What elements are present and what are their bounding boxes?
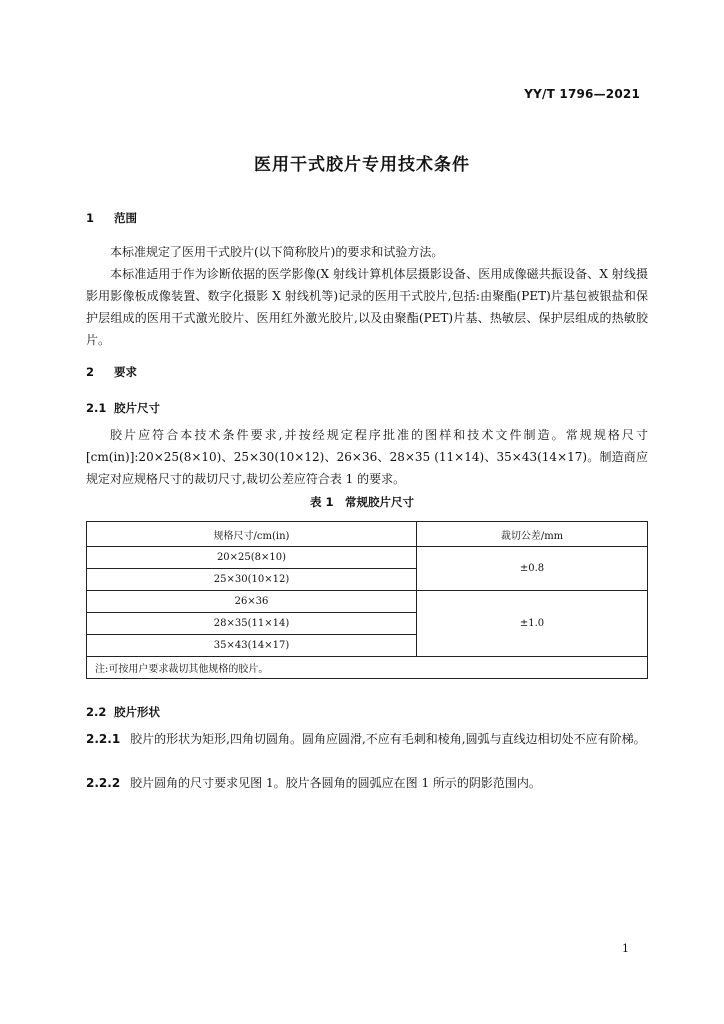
clause-2-2-1 — [86, 728, 648, 750]
table-cell: 20×25(8×10) — [87, 547, 417, 569]
paragraph: 本标准规定了医用干式胶片(以下简称胶片)的要求和试验方法。 — [110, 245, 444, 259]
paragraph: 本标准适用于作为诊断依据的医学影像(X 射线计算机体层摄影设备、医用成像磁共振设备、X 射线摄影用影像板成像装置、数字化摄影 X 射线机等)记录的医用干式胶片,包括:由聚酯(PET)片基包被银盐和保护层组成的医用干式激光胶片、医用红外激光胶片,以及由聚酯(PET)片基、热敏层、保护层组成的热敏胶片。 — [86, 267, 648, 347]
section-2-heading — [86, 364, 137, 380]
tolerance-cell: ±0.8 — [417, 547, 648, 591]
table-cell: 25×30(10×12) — [87, 569, 417, 591]
page-number: 1 — [622, 942, 629, 955]
section-title: 范围 — [114, 211, 137, 225]
clause-text: 胶片圆角的尺寸要求见图 1。胶片各圆角的圆弧应在图 1 所示的阴影范围内。 — [130, 776, 541, 790]
section-title: 胶片形状 — [114, 705, 160, 719]
tolerance-cell: ±1.0 — [417, 591, 648, 657]
column-header: 规格尺寸/cm(in) — [87, 522, 417, 547]
clause-text: 胶片的形状为矩形,四角切圆角。圆角应圆滑,不应有毛刺和棱角,圆弧与直线边相切处不应有阶梯。 — [130, 732, 646, 746]
clause-number: 2.2.2 — [86, 776, 121, 790]
clause-number: 2.2.1 — [86, 732, 121, 746]
section-number: 2 — [86, 365, 95, 379]
clause-2-2-2 — [86, 772, 648, 794]
table-header-row — [87, 522, 648, 547]
section-2-1-heading — [86, 400, 160, 416]
table-row — [87, 591, 648, 613]
document-title: 医用干式胶片专用技术条件 — [254, 155, 470, 175]
table-row — [87, 547, 648, 569]
section-number: 2.1 — [86, 401, 107, 415]
table-cell: 28×35(11×14) — [87, 613, 417, 635]
section-2-2-heading — [86, 704, 160, 720]
section-1-heading — [86, 210, 137, 226]
section-number: 2.2 — [86, 705, 107, 719]
table-cell: 35×43(14×17) — [87, 635, 417, 657]
section-title: 胶片尺寸 — [114, 401, 160, 415]
section-number: 1 — [86, 211, 95, 225]
section-title: 要求 — [114, 365, 137, 379]
table-note-row — [87, 657, 648, 679]
table-note: 注:可按用户要求裁切其他规格的胶片。 — [87, 657, 648, 679]
standard-number: YY/T 1796—2021 — [524, 87, 640, 101]
table-caption: 表 1 常规胶片尺寸 — [309, 495, 414, 509]
section-1-body — [86, 241, 648, 351]
section-2-1-body — [86, 424, 648, 490]
spec-table — [86, 521, 648, 679]
column-header: 裁切公差/mm — [417, 522, 648, 547]
paragraph: 胶片应符合本技术条件要求,并按经规定程序批准的图样和技术文件制造。常规规格尺寸[cm(in)]:20×25(8×10)、25×30(10×12)、26×36、28×35 (11×14)、35×43(14×17)。制造商应规定对应规格尺寸的裁切尺寸,裁切公差应符合表 1 的要求。 — [86, 428, 648, 486]
table-cell: 26×36 — [87, 591, 417, 613]
